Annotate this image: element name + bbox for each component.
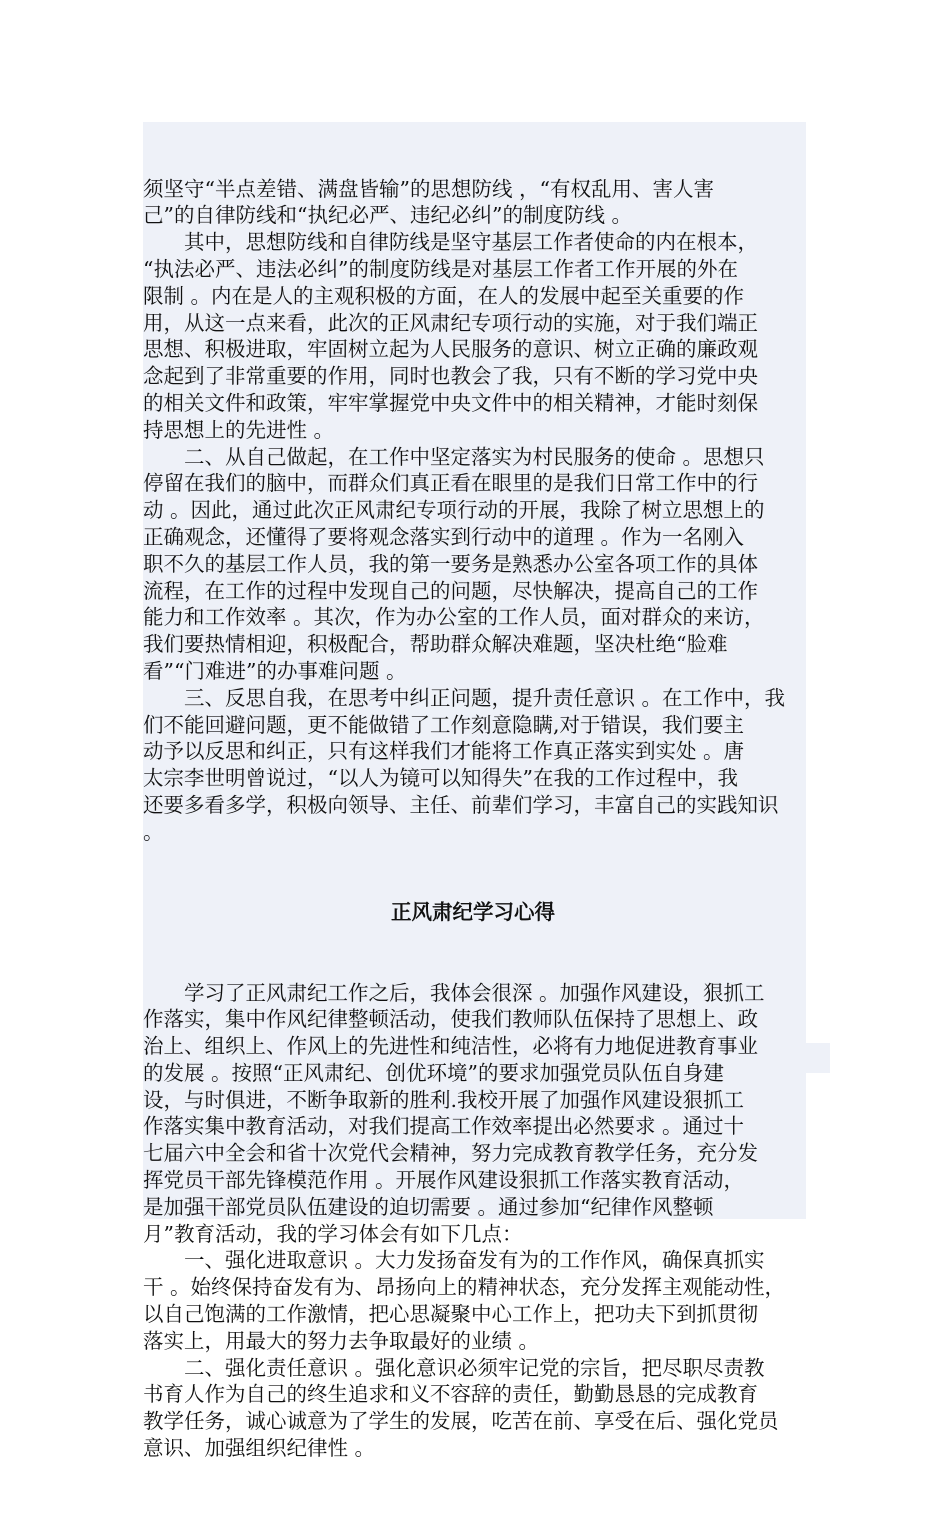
text-line: 念起到了非常重要的作用，同时也教会了我，只有不断的学习党中央 <box>143 364 758 389</box>
text-line: 用，从这一点来看，此次的正风肃纪专项行动的实施，对于我们端正 <box>143 310 758 335</box>
text-line: 三、反思自我，在思考中纠正问题，提升责任意识 。在工作中，我 <box>143 685 786 710</box>
text-line: 是加强干部党员队伍建设的迫切需要 。通过参加“纪律作风整顿 <box>143 1194 714 1219</box>
text-line: 以自己饱满的工作激情，把心思凝聚中心工作上，把功夫下到抓贯彻 <box>143 1302 758 1327</box>
text-line: 挥党员干部先锋模范作用 。开展作风建设狠抓工作落实教育活动， <box>143 1168 745 1193</box>
text-line: 干 。始终保持奋发有为、昂扬向上的精神状态，充分发挥主观能动性， <box>143 1275 786 1300</box>
text-line: 。 <box>143 819 164 844</box>
text-line: 己”的自律防线和“执纪必严、违纪必纠”的制度防线 。 <box>143 203 632 228</box>
text-line: 持思想上的先进性 。 <box>143 417 335 442</box>
text-line: 书育人作为自己的终生追求和义不容辞的责任，勤勤恳恳的完成教育 <box>143 1382 758 1407</box>
text-line: 七届六中全会和省十次党代会精神，努力完成教育教学任务，充分发 <box>143 1141 758 1166</box>
text-line: 正确观念，还懂得了要将观念落实到行动中的道理 。作为一名刚入 <box>143 524 745 549</box>
text-line: 教学任务，诚心诚意为了学生的发展，吃苦在前、享受在后、强化党员 <box>143 1409 779 1434</box>
text-line: 意识、加强组织纪律性 。 <box>143 1436 376 1461</box>
text-line: 限制 。内在是人的主观积极的方面，在人的发展中起至关重要的作 <box>143 283 745 308</box>
text-line: 治上、组织上、作风上的先进性和纯洁性，必将有力地促进教育事业 <box>143 1034 758 1059</box>
section-study-notes <box>143 980 815 1462</box>
text-line: 思想、积极进取，牢固树立起为人民服务的意识、树立正确的廉政观 <box>143 337 758 362</box>
text-line: 月”教育活动，我的学习体会有如下几点： <box>143 1221 523 1246</box>
text-line: 落实上，用最大的努力去争取最好的业绩 。 <box>143 1328 540 1353</box>
text-line: 其中，思想防线和自律防线是坚守基层工作者使命的内在根本， <box>143 230 758 255</box>
text-line: 太宗李世明曾说过，“以人为镜可以知得失”在我的工作过程中，我 <box>143 766 738 791</box>
text-line: 的发展 。按照“正风肃纪、创优环境”的要求加强党员队伍自身建 <box>143 1060 724 1085</box>
section-reflection-continued <box>143 176 815 846</box>
document-title: 正风肃纪学习心得 <box>391 900 555 925</box>
text-line: 还要多看多学，积极向领导、主任、前辈们学习，丰富自己的实践知识 <box>143 792 779 817</box>
text-line: 看”“门难进”的办事难问题 。 <box>143 658 407 683</box>
text-line: 流程，在工作的过程中发现自己的问题，尽快解决，提高自己的工作 <box>143 578 758 603</box>
text-line: 作落实，集中作风纪律整顿活动，使我们教师队伍保持了思想上、政 <box>143 1007 758 1032</box>
text-line: 二、强化责任意识 。强化意识必须牢记党的宗旨，把尽职尽责教 <box>143 1355 765 1380</box>
text-line: 学习了正风肃纪工作之后，我体会很深 。加强作风建设，狠抓工 <box>143 980 765 1005</box>
text-line: 一、强化进取意识 。大力发扬奋发有为的工作作风，确保真抓实 <box>143 1248 765 1273</box>
document-body <box>143 122 815 1515</box>
text-line: 们不能回避问题，更不能做错了工作刻意隐瞒,对于错误，我们要主 <box>143 712 745 737</box>
text-line: 的相关文件和政策，牢牢掌握党中央文件中的相关精神，才能时刻保 <box>143 390 758 415</box>
text-line: 须坚守“半点差错、满盘皆输”的思想防线 ，“有权乱用、害人害 <box>143 176 714 201</box>
text-line: 能力和工作效率 。其次，作为办公室的工作人员，面对群众的来访， <box>143 605 765 630</box>
text-line: 设，与时俱进，不断争取新的胜利.我校开展了加强作风建设狠抓工 <box>143 1087 745 1112</box>
text-line: 动予以反思和纠正，只有这样我们才能将工作真正落实到实处 。唐 <box>143 739 745 764</box>
text-line: 二、从自己做起，在工作中坚定落实为村民服务的使命 。思想只 <box>143 444 765 469</box>
text-line: 职不久的基层工作人员，我的第一要务是熟悉办公室各项工作的具体 <box>143 551 758 576</box>
text-line: 我们要热情相迎，积极配合，帮助群众解决难题，坚决杜绝“脸难 <box>143 632 728 657</box>
text-line: 作落实集中教育活动，对我们提高工作效率提出必然要求 。通过十 <box>143 1114 745 1139</box>
text-line: 停留在我们的脑中，而群众们真正看在眼里的是我们日常工作中的行 <box>143 471 758 496</box>
text-line: “执法必严、违法必纠”的制度防线是对基层工作者工作开展的外在 <box>143 256 738 281</box>
text-line: 动 。因此，通过此次正风肃纪专项行动的开展，我除了树立思想上的 <box>143 498 765 523</box>
